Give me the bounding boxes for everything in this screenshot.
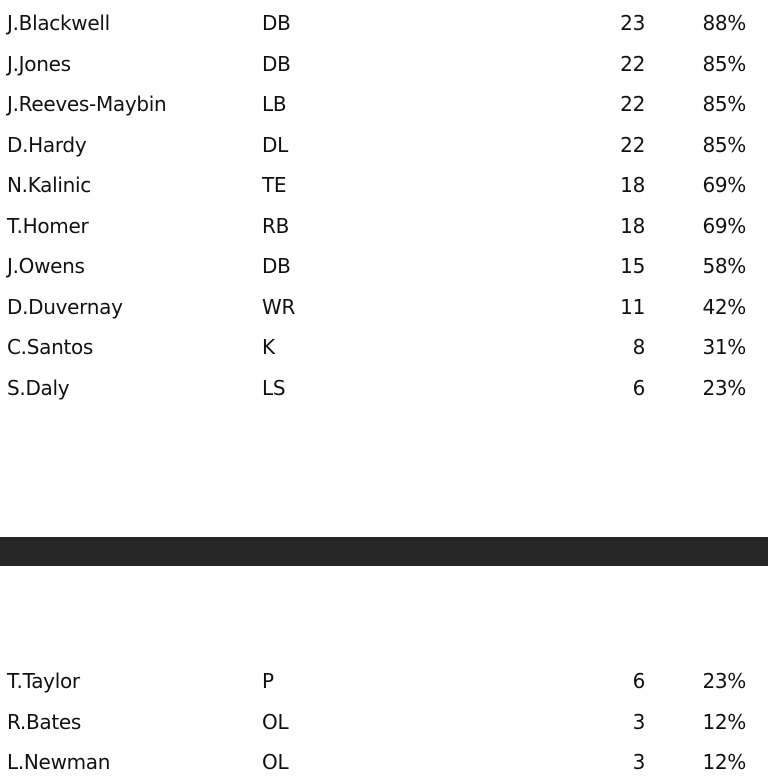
player-position: LS xyxy=(262,375,286,400)
player-name: N.Kalinic xyxy=(7,173,91,197)
player-name: J.Owens xyxy=(7,254,85,278)
player-position: DL xyxy=(262,132,288,157)
snap-percentage: 85% xyxy=(702,51,746,76)
player-name: C.Santos xyxy=(7,335,94,359)
snap-count: 23 xyxy=(620,11,645,35)
player-name: L.Newman xyxy=(7,750,111,774)
snap-percentage: 12% xyxy=(702,750,746,774)
player-position: LB xyxy=(262,92,287,116)
player-position: P xyxy=(262,669,274,693)
snap-percentage: 23% xyxy=(702,669,746,693)
player-position: RB xyxy=(262,213,290,238)
player-name: J.Jones xyxy=(7,51,71,76)
snap-percentage: 85% xyxy=(702,132,746,157)
table-row xyxy=(0,165,768,206)
snap-percentage: 42% xyxy=(702,294,746,319)
snap-count: 15 xyxy=(620,254,645,278)
snap-count: 11 xyxy=(620,294,645,319)
snap-count: 6 xyxy=(632,669,645,693)
player-name: J.Blackwell xyxy=(7,11,110,35)
table-row xyxy=(0,287,768,328)
player-name: J.Reeves-Maybin xyxy=(7,92,167,116)
snap-count: 22 xyxy=(620,132,645,157)
table-row xyxy=(0,125,768,166)
player-name: R.Bates xyxy=(7,709,81,734)
table-row xyxy=(0,3,768,44)
player-name: D.Duvernay xyxy=(7,294,123,319)
player-position: TE xyxy=(262,173,287,197)
snap-count: 8 xyxy=(632,335,645,359)
player-position: DB xyxy=(262,254,291,278)
table-row xyxy=(0,246,768,287)
snap-percentage: 88% xyxy=(702,11,746,35)
snap-percentage: 69% xyxy=(702,213,746,238)
table-row xyxy=(0,661,768,702)
table-row xyxy=(0,327,768,368)
snap-count: 22 xyxy=(620,92,645,116)
snap-percentage: 69% xyxy=(702,173,746,197)
player-name: D.Hardy xyxy=(7,132,87,157)
snap-percentage: 58% xyxy=(702,254,746,278)
snap-percentage: 31% xyxy=(702,335,746,359)
table-row xyxy=(0,44,768,85)
snap-count: 6 xyxy=(632,375,645,400)
player-position: OL xyxy=(262,750,289,774)
player-snaps-table-bottom xyxy=(0,661,768,783)
table-row xyxy=(0,368,768,409)
player-position: OL xyxy=(262,709,289,734)
snap-count: 18 xyxy=(620,173,645,197)
player-position: DB xyxy=(262,11,291,35)
player-position: DB xyxy=(262,51,291,76)
snap-count: 3 xyxy=(632,750,645,774)
table-row xyxy=(0,84,768,125)
player-snaps-table-top xyxy=(0,3,768,408)
snap-percentage: 23% xyxy=(702,375,746,400)
table-row xyxy=(0,702,768,743)
player-name: S.Daly xyxy=(7,375,70,400)
player-position: WR xyxy=(262,294,296,319)
snap-count: 3 xyxy=(632,709,645,734)
snap-percentage: 85% xyxy=(702,92,746,116)
player-name: T.Taylor xyxy=(7,669,80,693)
snap-count: 22 xyxy=(620,51,645,76)
snap-percentage: 12% xyxy=(702,709,746,734)
table-row xyxy=(0,742,768,783)
snap-count: 18 xyxy=(620,213,645,238)
table-row xyxy=(0,206,768,247)
section-divider-bar xyxy=(0,537,768,566)
player-position: K xyxy=(262,335,275,359)
player-name: T.Homer xyxy=(7,213,89,238)
